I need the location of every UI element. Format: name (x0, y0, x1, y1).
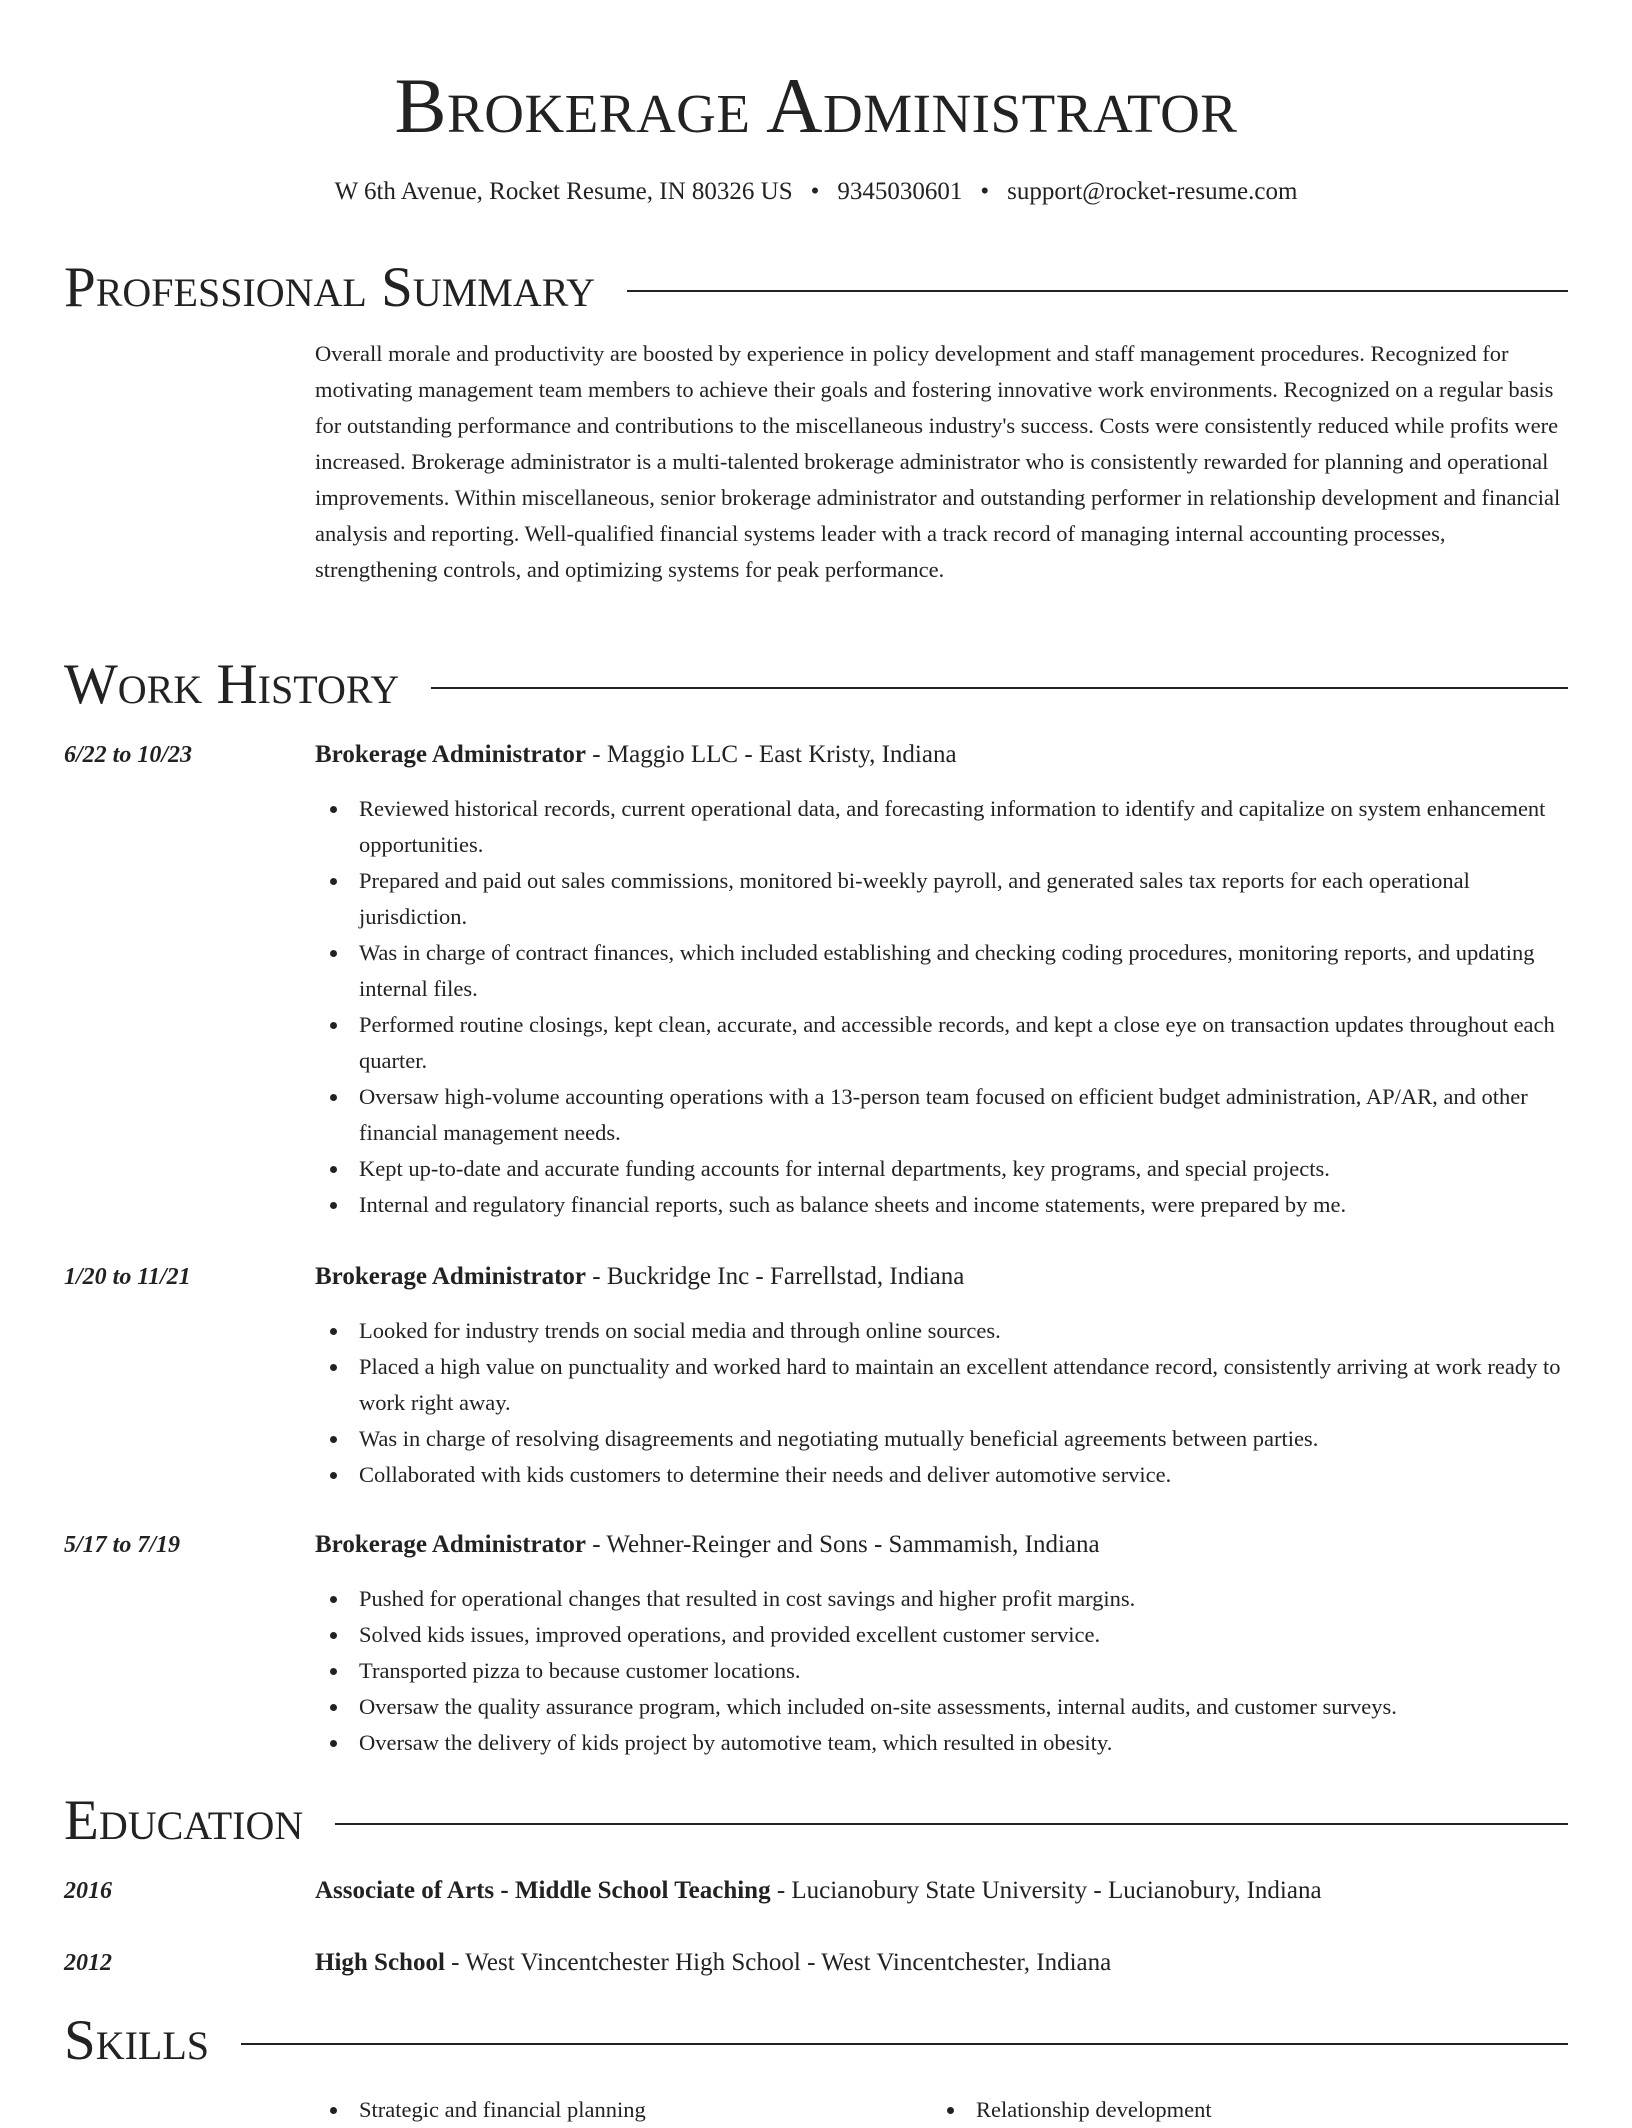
skills-section-header (64, 2006, 1568, 2076)
contact-phone: 9345030601 (837, 178, 963, 205)
section-divider (627, 290, 1568, 292)
job-role: Brokerage Administrator (315, 741, 587, 768)
list-item: Was in charge of contract finances, which included establishing and checking coding procedures, monitoring reports, and updating internal files. (359, 935, 1568, 1007)
list-item: Looked for industry trends on social media and through online sources. (359, 1313, 1568, 1349)
job-role: Brokerage Administrator (315, 1263, 587, 1290)
summary-section-title: Professional Summary (64, 256, 596, 319)
list-item: Solved kids issues, improved operations, and provided excellent customer service. (359, 1617, 1568, 1653)
job-role: Brokerage Administrator (315, 1531, 587, 1558)
list-item: Internal and regulatory financial reports, such as balance sheets and income statements, were prepared by me. (359, 1187, 1568, 1223)
list-item: Pushed for operational changes that resulted in cost savings and higher profit margins. (359, 1581, 1568, 1617)
list-item: Oversaw high-volume accounting operations with a 13-person team focused on efficient budget administration, AP/AR, and other financial management needs. (359, 1079, 1568, 1151)
skill-item: Strategic and financial planning (315, 2092, 932, 2128)
job-bullet-list (315, 791, 1568, 1223)
education-year: 2016 (64, 1878, 112, 1904)
list-item: Kept up-to-date and accurate funding accounts for internal departments, key programs, and special projects. (359, 1151, 1568, 1187)
education-degree: High School (315, 1949, 445, 1976)
job-details: - Wehner-Reinger and Sons - Sammamish, Indiana (586, 1531, 1100, 1558)
job-bullet-list (315, 1313, 1568, 1493)
education-section-header (64, 1786, 1568, 1856)
education-degree: Associate of Arts - Middle School Teaching (315, 1877, 771, 1904)
section-divider (335, 1823, 1568, 1825)
job-dates: 5/17 to 7/19 (64, 1532, 181, 1558)
education-title-line (315, 1945, 1568, 1981)
education-details: - Lucianobury State University - Lucianobury, Indiana (770, 1877, 1322, 1904)
contact-separator: • (980, 178, 990, 205)
list-item: Prepared and paid out sales commissions, monitored bi-weekly payroll, and generated sales tax reports for each operational jurisdiction. (359, 863, 1568, 935)
candidate-name: Brokerage Administrator (394, 62, 1238, 149)
job-bullet-list (315, 1581, 1568, 1761)
list-item: Collaborated with kids customers to determine their needs and deliver automotive service. (359, 1457, 1568, 1493)
list-item: Oversaw the delivery of kids project by automotive team, which resulted in obesity. (359, 1725, 1568, 1761)
contact-address: W 6th Avenue, Rocket Resume, IN 80326 US (334, 178, 793, 205)
job-title-line (315, 1259, 1568, 1295)
list-item: Was in charge of resolving disagreements and negotiating mutually beneficial agreements between parties. (359, 1421, 1568, 1457)
job-title-line (315, 1527, 1568, 1563)
work-section-header (64, 650, 1568, 720)
education-title-line (315, 1873, 1568, 1909)
summary-text: Overall morale and productivity are boosted by experience in policy development and staff management procedures. Recognized for motivating management team members to achieve their goals and fostering innovative work environments. Recognized on a regular basis for outstanding performance and contributions to the miscellaneous industry's success. Costs were consistently reduced while profits were increased. Brokerage administrator is a multi-talented brokerage administrator who is consistently rewarded for planning and operational improvements. Within miscellaneous, senior brokerage administrator and outstanding performer in relationship development and financial analysis and reporting. Well-qualified financial systems leader with a track record of managing internal accounting processes, strengthening controls, and optimizing systems for peak performance. (315, 341, 1561, 582)
contact-line (64, 172, 1568, 212)
job-dates: 1/20 to 11/21 (64, 1264, 191, 1290)
work-section-title: Work History (64, 653, 400, 716)
job-dates: 6/22 to 10/23 (64, 742, 193, 768)
skill-item: Relationship development (932, 2092, 1549, 2128)
list-item: Performed routine closings, kept clean, accurate, and accessible records, and kept a close eye on transaction updates throughout each quarter. (359, 1007, 1568, 1079)
contact-email[interactable]: support@rocket-resume.com (1007, 178, 1298, 205)
education-section-title: Education (64, 1789, 304, 1852)
summary-section-header (64, 253, 1568, 323)
list-item: Oversaw the quality assurance program, which included on-site assessments, internal audits, and customer surveys. (359, 1689, 1568, 1725)
education-details: - West Vincentchester High School - West Vincentchester, Indiana (444, 1949, 1112, 1976)
job-details: - Maggio LLC - East Kristy, Indiana (586, 741, 957, 768)
job-details: - Buckridge Inc - Farrellstad, Indiana (586, 1263, 965, 1290)
education-year: 2012 (64, 1950, 112, 1976)
section-divider (241, 2043, 1568, 2045)
skills-section-title: Skills (64, 2009, 210, 2072)
job-title-line (315, 737, 1568, 773)
skills-list (315, 2092, 1568, 2128)
list-item: Transported pizza to because customer locations. (359, 1653, 1568, 1689)
list-item: Placed a high value on punctuality and worked hard to maintain an excellent attendance record, consistently arriving at work ready to work right away. (359, 1349, 1568, 1421)
contact-separator: • (810, 178, 820, 205)
section-divider (431, 687, 1568, 689)
list-item: Reviewed historical records, current operational data, and forecasting information to identify and capitalize on system enhancement opportunities. (359, 791, 1568, 863)
